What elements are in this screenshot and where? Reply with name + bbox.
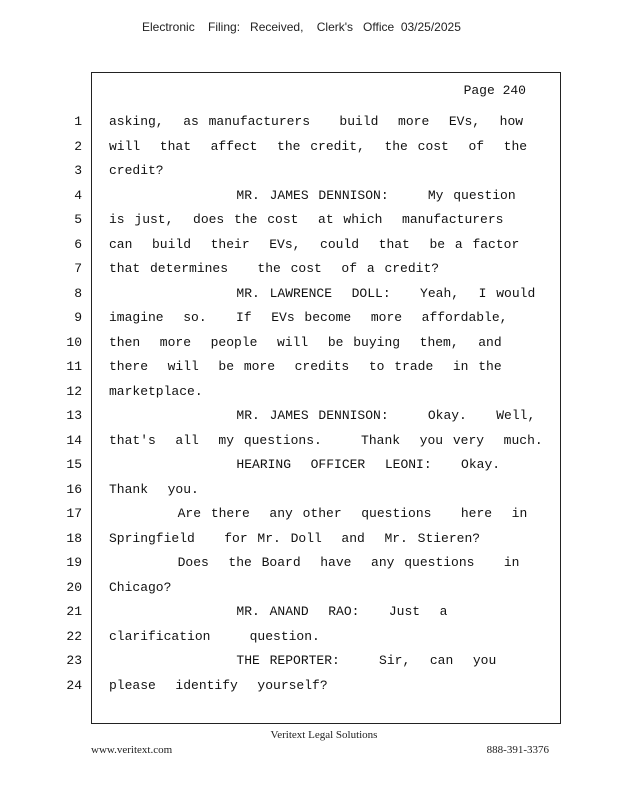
line-number: 4 — [74, 188, 82, 203]
transcript-line-text: MR. LAWRENCE DOLL: Yeah, I would — [109, 286, 536, 301]
transcript-line-text: that determines the cost of a credit? — [109, 261, 440, 276]
transcript-line-text: MR. JAMES DENNISON: Okay. Well, — [109, 408, 536, 423]
line-number: 22 — [66, 629, 82, 644]
line-number: 19 — [66, 555, 82, 570]
transcript-line-text: clarification question. — [109, 629, 320, 644]
transcript-line-text: Chicago? — [109, 580, 172, 595]
transcript-line-text: credit? — [109, 163, 164, 178]
line-number: 18 — [66, 531, 82, 546]
transcript-line-text: can build their EVs, could that be a factor — [109, 237, 520, 252]
line-number: 3 — [74, 163, 82, 178]
line-number: 21 — [66, 604, 82, 619]
transcript-line-text: Springfield for Mr. Doll and Mr. Stieren? — [109, 531, 481, 546]
line-number: 9 — [74, 310, 82, 325]
transcript-line-text: Thank you. — [109, 482, 199, 497]
transcript-line-text: MR. ANAND RAO: Just a — [109, 604, 448, 619]
footer-phone: 888-391-3376 — [486, 744, 549, 756]
filing-stamp: Electronic Filing: Received, Clerk's Office 03/25/2025 — [142, 20, 461, 34]
line-number: 11 — [66, 359, 82, 374]
transcript-line-text: there will be more credits to trade in the — [109, 359, 502, 374]
transcript-line-text: please identify yourself? — [109, 678, 328, 693]
footer-company: Veritext Legal Solutions — [270, 729, 378, 741]
line-number: 1 — [74, 114, 82, 129]
line-number: 8 — [74, 286, 82, 301]
transcript-line-text: MR. JAMES DENNISON: My question — [109, 188, 516, 203]
transcript-line-text: will that affect the credit, the cost of the — [109, 139, 528, 154]
transcript-line-text: that's all my questions. Thank you very much. — [109, 433, 543, 448]
transcript-line-text: then more people will be buying them, and — [109, 335, 502, 350]
line-number: 7 — [74, 261, 82, 276]
line-number: 2 — [74, 139, 82, 154]
line-number: 5 — [74, 212, 82, 227]
transcript-line-text: THE REPORTER: Sir, can you — [109, 653, 497, 668]
line-number: 24 — [66, 678, 82, 693]
transcript-line-text: asking, as manufacturers build more EVs, how — [109, 114, 524, 129]
transcript-line-text: HEARING OFFICER LEONI: Okay. — [109, 457, 501, 472]
line-number: 14 — [66, 433, 82, 448]
transcript-line-text: Does the Board have any questions in — [109, 555, 520, 570]
transcript-line-text: marketplace. — [109, 384, 203, 399]
transcript-line-text: is just, does the cost at which manufacturers — [109, 212, 504, 227]
transcript-line-text: imagine so. If EVs become more affordable, — [109, 310, 508, 325]
line-number: 23 — [66, 653, 82, 668]
line-number: 16 — [66, 482, 82, 497]
footer-website: www.veritext.com — [91, 744, 173, 756]
line-number: 10 — [66, 335, 82, 350]
transcript-line-text: Are there any other questions here in — [109, 506, 528, 521]
line-number: 17 — [66, 506, 82, 521]
line-number: 12 — [66, 384, 82, 399]
page-number-label: Page 240 — [463, 83, 526, 98]
line-number: 13 — [66, 408, 82, 423]
line-number: 6 — [74, 237, 82, 252]
line-number: 20 — [66, 580, 82, 595]
line-number: 15 — [66, 457, 82, 472]
